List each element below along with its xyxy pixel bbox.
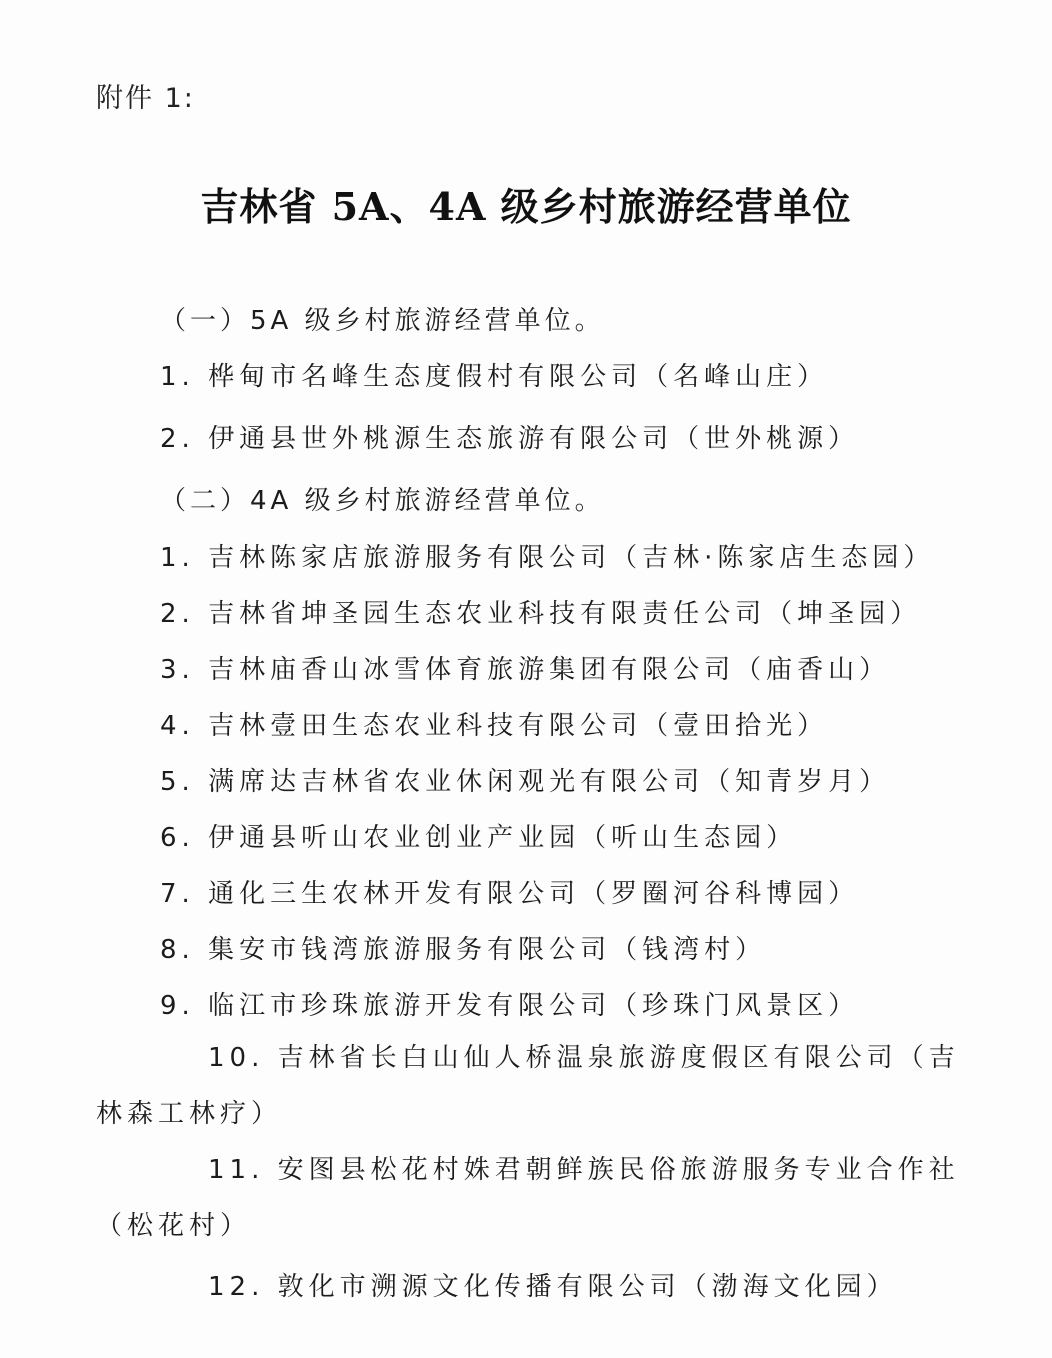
section-heading-5a: （一）5A 级乡村旅游经营单位。: [160, 306, 605, 336]
list-item: 4. 吉林壹田生态农业科技有限公司（壹田拾光）: [160, 711, 829, 741]
attachment-label: 附件 1:: [96, 83, 195, 114]
list-item: 12. 敦化市溯源文化传播有限公司（渤海文化园）: [208, 1272, 898, 1302]
document-title: 吉林省 5A、4A 级乡村旅游经营单位: [200, 184, 852, 229]
list-item: 5. 满席达吉林省农业休闲观光有限公司（知青岁月）: [160, 767, 891, 797]
list-item: 9. 临江市珍珠旅游开发有限公司（珍珠门风景区）: [160, 991, 860, 1021]
section-heading-4a: （二）4A 级乡村旅游经营单位。: [160, 486, 605, 516]
list-item: 8. 集安市钱湾旅游服务有限公司（钱湾村）: [160, 935, 767, 965]
list-item: 2. 伊通县世外桃源生态旅游有限公司（世外桃源）: [160, 424, 860, 454]
list-item: 11. 安图县松花村姝君朝鲜族民俗旅游服务专业合作社（松花村）: [96, 1155, 960, 1241]
list-item: 3. 吉林庙香山冰雪体育旅游集团有限公司（庙香山）: [160, 655, 891, 685]
list-item: 1. 桦甸市名峰生态度假村有限公司（名峰山庄）: [160, 362, 829, 392]
list-item: 6. 伊通县听山农业创业产业园（听山生态园）: [160, 823, 798, 853]
list-item: 10. 吉林省长白山仙人桥温泉旅游度假区有限公司（吉林森工林疗）: [96, 1043, 960, 1129]
list-item: 1. 吉林陈家店旅游服务有限公司（吉林·陈家店生态园）: [160, 543, 935, 573]
list-item: 7. 通化三生农林开发有限公司（罗圈河谷科博园）: [160, 879, 860, 909]
list-item: 2. 吉林省坤圣园生态农业科技有限责任公司（坤圣园）: [160, 599, 922, 629]
